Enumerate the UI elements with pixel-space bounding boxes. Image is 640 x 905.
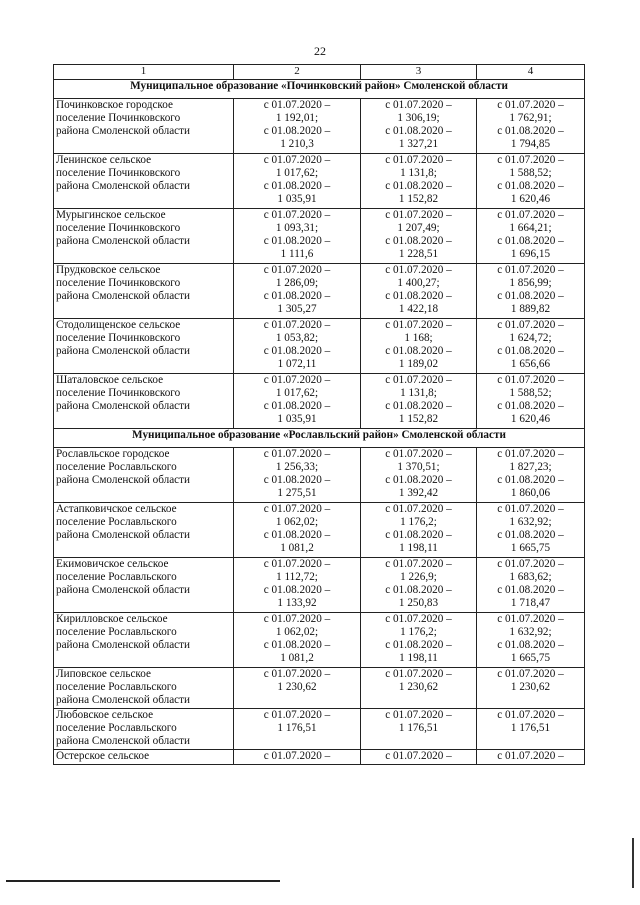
settlement-name (54, 448, 234, 503)
cell-line: с 01.07.2020 – (497, 750, 564, 762)
cell-line: поселение Починковского (56, 277, 181, 289)
cell-line: 1 306,19; (397, 112, 440, 124)
section-header-row (54, 429, 585, 448)
cell-line: 1 210,3 (280, 138, 314, 150)
cell-line: 1 665,75 (510, 652, 551, 664)
cell-line: 1 053,82; (275, 332, 319, 344)
cell-line: 1 762,91; (509, 112, 552, 124)
settlement-name (54, 668, 234, 709)
tariff-table (53, 64, 585, 765)
cell-line: с 01.07.2020 – (263, 448, 331, 460)
cell-line: 1 588,52; (509, 387, 552, 399)
cell-line: с 01.07.2020 – (385, 264, 452, 276)
tariff-cell-c2 (234, 613, 361, 668)
cell-line: с 01.08.2020 – (497, 639, 564, 651)
cell-line: Шаталовское сельское (56, 374, 164, 386)
cell-line: поселение Починковского (56, 222, 181, 234)
cell-line: с 01.08.2020 – (497, 474, 564, 486)
cell-line: с 01.07.2020 – (385, 319, 452, 331)
cell-line: с 01.07.2020 – (385, 99, 452, 111)
settlement-name (54, 264, 234, 319)
tariff-cell-c4 (477, 319, 585, 374)
cell-line: 1 588,52; (509, 167, 552, 179)
cell-line: 1 230,62 (510, 681, 551, 693)
cell-line: поселение Рославльского (56, 461, 177, 473)
cell-line: 1 131,8; (400, 387, 437, 399)
cell-line: с 01.08.2020 – (497, 180, 564, 192)
cell-line: с 01.07.2020 – (497, 558, 564, 570)
cell-line: 1 827,23; (509, 461, 552, 473)
tariff-cell-c4 (477, 99, 585, 154)
cell-line: 1 133,92 (277, 597, 317, 609)
cell-line: с 01.08.2020 – (263, 639, 331, 651)
cell-line: с 01.07.2020 – (385, 448, 452, 460)
cell-line: с 01.07.2020 – (497, 613, 564, 625)
cell-line: с 01.08.2020 – (263, 235, 331, 247)
cell-line: с 01.07.2020 – (385, 613, 452, 625)
table-row (54, 750, 585, 765)
tariff-cell-c3 (361, 448, 477, 503)
cell-line: с 01.07.2020 – (497, 99, 564, 111)
cell-line: 1 072,11 (277, 358, 317, 370)
cell-line: района Смоленской области (56, 345, 191, 357)
tariff-cell-c2 (234, 264, 361, 319)
cell-line: с 01.07.2020 – (263, 558, 331, 570)
cell-line: с 01.08.2020 – (385, 474, 452, 486)
tariff-cell-c4 (477, 558, 585, 613)
table-row (54, 709, 585, 750)
cell-line: с 01.08.2020 – (263, 180, 331, 192)
cell-line: 1 189,02 (398, 358, 439, 370)
cell-line: с 01.08.2020 – (385, 125, 452, 137)
column-number: 2 (234, 65, 361, 80)
settlement-name (54, 558, 234, 613)
table-row (54, 503, 585, 558)
tariff-cell-c2 (234, 503, 361, 558)
cell-line: 1 286,09; (275, 277, 319, 289)
page-number: 22 (314, 44, 326, 58)
cell-line: поселение Рославльского (56, 516, 177, 528)
cell-line: Починковское городское (56, 99, 173, 111)
tariff-cell-c2 (234, 99, 361, 154)
footer-rule (6, 880, 280, 882)
table-row (54, 613, 585, 668)
tariff-cell-c3 (361, 209, 477, 264)
cell-line: 1 856,99; (509, 277, 552, 289)
tariff-cell-c3 (361, 668, 477, 709)
cell-line: с 01.07.2020 – (263, 319, 331, 331)
cell-line: Липовское сельское (56, 668, 151, 680)
table-row (54, 374, 585, 429)
cell-line: района Смоленской области (56, 584, 191, 596)
cell-line: с 01.08.2020 – (497, 400, 564, 412)
tariff-cell-c2 (234, 154, 361, 209)
cell-line: района Смоленской области (56, 639, 191, 651)
tariff-cell-c4 (477, 374, 585, 429)
cell-line: Астапковичское сельское (56, 503, 177, 515)
settlement-name (54, 99, 234, 154)
tariff-cell-c3 (361, 613, 477, 668)
cell-line: с 01.08.2020 – (263, 529, 331, 541)
cell-line: с 01.08.2020 – (385, 584, 452, 596)
tariff-cell-c3 (361, 264, 477, 319)
cell-line: с 01.08.2020 – (385, 290, 452, 302)
column-number: 4 (477, 65, 585, 80)
tariff-cell-c2 (234, 319, 361, 374)
cell-line: 1 696,15 (510, 248, 551, 260)
tariff-cell-c3 (361, 319, 477, 374)
cell-line: района Смоленской области (56, 735, 191, 747)
tariff-cell-c4 (477, 709, 585, 750)
cell-line: района Смоленской области (56, 694, 191, 706)
cell-line: поселение Рославльского (56, 626, 177, 638)
cell-line: с 01.08.2020 – (385, 400, 452, 412)
cell-line: с 01.07.2020 – (497, 154, 564, 166)
cell-line: 1 860,06 (510, 487, 551, 499)
cell-line: поселение Рославльского (56, 722, 177, 734)
cell-line: с 01.08.2020 – (497, 345, 564, 357)
cell-line: поселение Починковского (56, 387, 181, 399)
cell-line: 1 718,47 (510, 597, 551, 609)
cell-line: 1 664,21; (509, 222, 552, 234)
cell-line: с 01.08.2020 – (385, 235, 452, 247)
cell-line: 1 168; (404, 332, 433, 344)
cell-line: 1 152,82 (398, 413, 439, 425)
scan-edge-mark (632, 838, 634, 888)
cell-line: 1 624,72; (509, 332, 552, 344)
cell-line: с 01.07.2020 – (263, 668, 331, 680)
cell-line: района Смоленской области (56, 474, 191, 486)
tariff-cell-c3 (361, 503, 477, 558)
cell-line: 1 131,8; (400, 167, 437, 179)
cell-line: с 01.07.2020 – (497, 264, 564, 276)
cell-line: с 01.08.2020 – (263, 400, 331, 412)
table-row (54, 209, 585, 264)
cell-line: 1 632,92; (509, 516, 552, 528)
cell-line: с 01.07.2020 – (385, 209, 452, 221)
table-row (54, 448, 585, 503)
cell-line: района Смоленской области (56, 290, 191, 302)
cell-line: 1 192,01; (275, 112, 319, 124)
cell-line: поселение Починковского (56, 112, 181, 124)
column-number: 1 (54, 65, 234, 80)
tariff-cell-c3 (361, 154, 477, 209)
cell-line: района Смоленской области (56, 125, 191, 137)
cell-line: с 01.07.2020 – (385, 374, 452, 386)
cell-line: 1 256,33; (275, 461, 319, 473)
cell-line: с 01.07.2020 – (385, 503, 452, 515)
cell-line: с 01.08.2020 – (385, 529, 452, 541)
cell-line: 1 176,2; (400, 516, 437, 528)
cell-line: с 01.08.2020 – (497, 235, 564, 247)
cell-line: 1 226,9; (400, 571, 437, 583)
cell-line: с 01.08.2020 – (497, 584, 564, 596)
cell-line: 1 656,66 (510, 358, 551, 370)
cell-line: с 01.08.2020 – (497, 125, 564, 137)
cell-line: 1 327,21 (398, 138, 439, 150)
cell-line: Остерское сельское (56, 750, 150, 762)
cell-line: 1 230,62 (398, 681, 439, 693)
cell-line: с 01.07.2020 – (497, 209, 564, 221)
table-row (54, 319, 585, 374)
cell-line: с 01.08.2020 – (263, 345, 331, 357)
tariff-cell-c3 (361, 374, 477, 429)
section-header-row (54, 80, 585, 99)
cell-line: Ленинское сельское (56, 154, 152, 166)
settlement-name (54, 613, 234, 668)
cell-line: 1 176,51 (398, 722, 439, 734)
column-number: 3 (361, 65, 477, 80)
cell-line: с 01.08.2020 – (263, 290, 331, 302)
cell-line: 1 207,49; (397, 222, 440, 234)
tariff-cell-c4 (477, 613, 585, 668)
cell-line: с 01.08.2020 – (385, 345, 452, 357)
cell-line: 1 889,82 (510, 303, 551, 315)
cell-line: с 01.08.2020 – (263, 474, 331, 486)
cell-line: с 01.07.2020 – (263, 374, 331, 386)
cell-line: района Смоленской области (56, 400, 191, 412)
cell-line: 1 230,62 (277, 681, 317, 693)
settlement-name (54, 709, 234, 750)
settlement-name (54, 374, 234, 429)
cell-line: 1 228,51 (398, 248, 439, 260)
cell-line: 1 305,27 (277, 303, 317, 315)
cell-line: 1 176,51 (510, 722, 551, 734)
cell-line: с 01.08.2020 – (263, 125, 331, 137)
cell-line: с 01.07.2020 – (263, 709, 331, 721)
cell-line: с 01.08.2020 – (385, 639, 452, 651)
cell-line: 1 683,62; (509, 571, 552, 583)
cell-line: 1 035,91 (277, 413, 317, 425)
cell-line: 1 250,83 (398, 597, 439, 609)
settlement-name (54, 750, 234, 765)
cell-line: с 01.07.2020 – (263, 503, 331, 515)
cell-line: с 01.07.2020 – (385, 668, 452, 680)
cell-line: 1 198,11 (399, 652, 438, 664)
tariff-cell-c3 (361, 99, 477, 154)
tariff-cell-c4 (477, 448, 585, 503)
settlement-name (54, 154, 234, 209)
cell-line: с 01.07.2020 – (497, 374, 564, 386)
cell-line: Екимовичское сельское (56, 558, 169, 570)
tariff-cell-c3 (361, 709, 477, 750)
table-row (54, 154, 585, 209)
cell-line: поселение Починковского (56, 332, 181, 344)
tariff-cell-c2 (234, 750, 361, 765)
cell-line: Любовское сельское (56, 709, 154, 721)
cell-line: 1 062,02; (275, 626, 319, 638)
cell-line: поселение Рославльского (56, 681, 177, 693)
cell-line: 1 062,02; (275, 516, 319, 528)
table-row (54, 99, 585, 154)
table-row (54, 668, 585, 709)
tariff-cell-c3 (361, 558, 477, 613)
cell-line: с 01.07.2020 – (263, 750, 331, 762)
cell-line: 1 093,31; (275, 222, 319, 234)
table-row (54, 558, 585, 613)
tariff-cell-c2 (234, 668, 361, 709)
cell-line: 1 392,42 (398, 487, 439, 499)
column-number-row (54, 65, 585, 80)
cell-line: с 01.07.2020 – (263, 154, 331, 166)
cell-line: с 01.07.2020 – (263, 264, 331, 276)
cell-line: с 01.07.2020 – (497, 709, 564, 721)
cell-line: 1 111,6 (280, 248, 314, 260)
cell-line: с 01.08.2020 – (497, 529, 564, 541)
tariff-cell-c4 (477, 209, 585, 264)
tariff-cell-c4 (477, 154, 585, 209)
tariff-cell-c2 (234, 558, 361, 613)
settlement-name (54, 503, 234, 558)
cell-line: с 01.07.2020 – (385, 154, 452, 166)
cell-line: 1 017,62; (275, 387, 319, 399)
tariff-cell-c2 (234, 374, 361, 429)
cell-line: с 01.07.2020 – (263, 99, 331, 111)
cell-line: с 01.07.2020 – (263, 613, 331, 625)
cell-line: 1 017,62; (275, 167, 319, 179)
cell-line: 1 632,92; (509, 626, 552, 638)
cell-line: 1 794,85 (510, 138, 551, 150)
cell-line: 1 665,75 (510, 542, 551, 554)
tariff-cell-c4 (477, 264, 585, 319)
cell-line: 1 152,82 (398, 193, 439, 205)
cell-line: 1 400,27; (397, 277, 440, 289)
cell-line: 1 081,2 (280, 652, 314, 664)
cell-line: 1 198,11 (399, 542, 438, 554)
cell-line: с 01.07.2020 – (385, 709, 452, 721)
section-title: Муниципальное образование «Починковский район» Смоленской области (54, 80, 585, 99)
cell-line: 1 081,2 (280, 542, 314, 554)
tariff-cell-c4 (477, 503, 585, 558)
cell-line: Мурыгинское сельское (56, 209, 166, 221)
tariff-cell-c2 (234, 709, 361, 750)
cell-line: с 01.07.2020 – (497, 319, 564, 331)
cell-line: района Смоленской области (56, 235, 191, 247)
cell-line: с 01.07.2020 – (263, 209, 331, 221)
cell-line: 1 035,91 (277, 193, 317, 205)
cell-line: с 01.08.2020 – (263, 584, 331, 596)
tariff-cell-c4 (477, 668, 585, 709)
cell-line: с 01.08.2020 – (385, 180, 452, 192)
tariff-cell-c4 (477, 750, 585, 765)
cell-line: с 01.07.2020 – (497, 448, 564, 460)
tariff-cell-c2 (234, 448, 361, 503)
cell-line: с 01.07.2020 – (497, 503, 564, 515)
tariff-cell-c2 (234, 209, 361, 264)
cell-line: 1 112,72; (276, 571, 318, 583)
cell-line: 1 275,51 (277, 487, 317, 499)
tariff-cell-c3 (361, 750, 477, 765)
cell-line: Стодолищенское сельское (56, 319, 181, 331)
cell-line: района Смоленской области (56, 529, 191, 541)
cell-line: 1 620,46 (510, 193, 551, 205)
cell-line: с 01.08.2020 – (497, 290, 564, 302)
cell-line: 1 370,51; (397, 461, 440, 473)
cell-line: поселение Починковского (56, 167, 181, 179)
cell-line: 1 176,2; (400, 626, 437, 638)
cell-line: 1 620,46 (510, 413, 551, 425)
cell-line: с 01.07.2020 – (385, 750, 452, 762)
settlement-name (54, 319, 234, 374)
cell-line: поселение Рославльского (56, 571, 177, 583)
table-row (54, 264, 585, 319)
cell-line: района Смоленской области (56, 180, 191, 192)
cell-line: Прудковское сельское (56, 264, 161, 276)
cell-line: Рославльское городское (56, 448, 170, 460)
cell-line: Кирилловское сельское (56, 613, 168, 625)
section-title: Муниципальное образование «Рославльский район» Смоленской области (54, 429, 585, 448)
settlement-name (54, 209, 234, 264)
cell-line: с 01.07.2020 – (385, 558, 452, 570)
cell-line: 1 422,18 (398, 303, 439, 315)
cell-line: с 01.07.2020 – (497, 668, 564, 680)
cell-line: 1 176,51 (277, 722, 317, 734)
